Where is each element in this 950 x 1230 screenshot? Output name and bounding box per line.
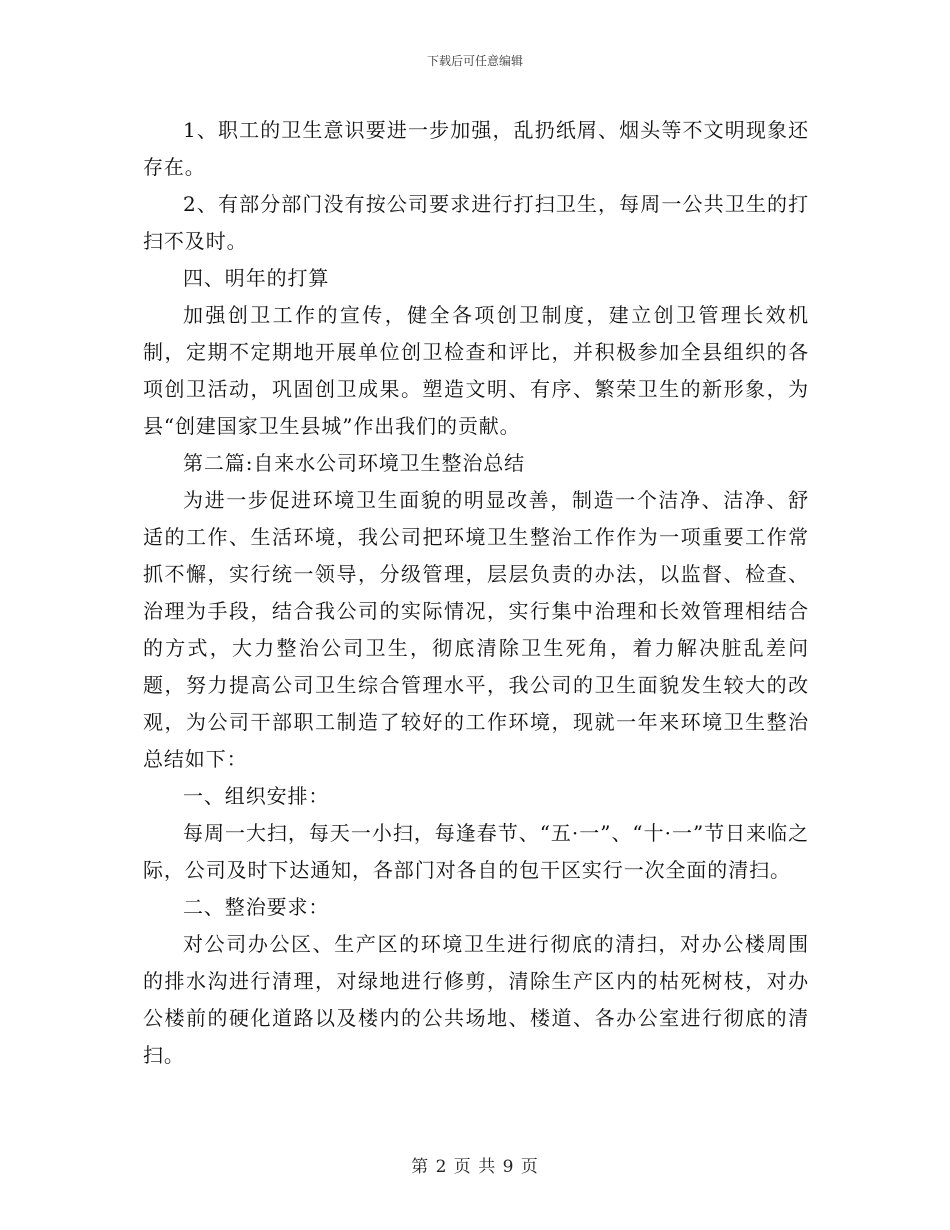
section-heading-organization: 一、组织安排： — [183, 784, 330, 808]
paragraph-next-year-plan: 加强创卫工作的宣传，健全各项创卫制度，建立创卫管理长效机制，定期不定期地开展单位创卫检查和评比，并积极参加全县组织的各项创卫活动，巩固创卫成果。塑造文明、有序、繁荣卫生的新形象，为县“创建国家卫生县城”作出我们的贡献。 — [143, 303, 809, 438]
section-heading-next-year: 四、明年的打算 — [183, 266, 330, 290]
paragraph-awareness-issue: 1、职工的卫生意识要进一步加强，乱扔纸屑、烟头等不文明现象还存在。 — [143, 118, 809, 179]
article-title-part-two: 第二篇:自来水公司环境卫生整治总结 — [183, 451, 526, 475]
paragraph-requirements: 对公司办公区、生产区的环境卫生进行彻底的清扫，对办公楼周围的排水沟进行清理，对绿地进行修剪，清除生产区内的枯死树枝，对办公楼前的硬化道路以及楼内的公共场地、楼道、各办公室进行彻底的清扫。 — [143, 932, 809, 1067]
paragraph-summary-intro: 为进一步促进环境卫生面貌的明显改善，制造一个洁净、洁净、舒适的工作、生活环境，我公司把环境卫生整治工作作为一项重要工作常抓不懈，实行统一领导，分级管理，层层负责的办法，以监督、检查、治理为手段，结合我公司的实际情况，实行集中治理和长效管理相结合的方式，大力整治公司卫生，彻底清除卫生死角，着力解决脏乱差问题，努力提高公司卫生综合管理水平，我公司的卫生面貌发生较大的改观，为公司干部职工制造了较好的工作环境，现就一年来环境卫生整治总结如下： — [143, 488, 809, 771]
paragraph-cleaning-issue: 2、有部分部门没有按公司要求进行打扫卫生，每周一公共卫生的打扫不及时。 — [143, 192, 809, 253]
section-heading-requirements: 二、整治要求： — [183, 895, 330, 919]
page-header: 下载后可任意编辑 — [426, 54, 523, 68]
paragraph-organization: 每周一大扫，每天一小扫，每逢春节、“五·一”、“十·一”节日来临之际，公司及时下达通知，各部门对各自的包干区实行一次全面的清扫。 — [143, 821, 809, 882]
page-footer: 第 2 页 共 9 页 — [411, 1157, 539, 1177]
document-body — [143, 112, 809, 1074]
